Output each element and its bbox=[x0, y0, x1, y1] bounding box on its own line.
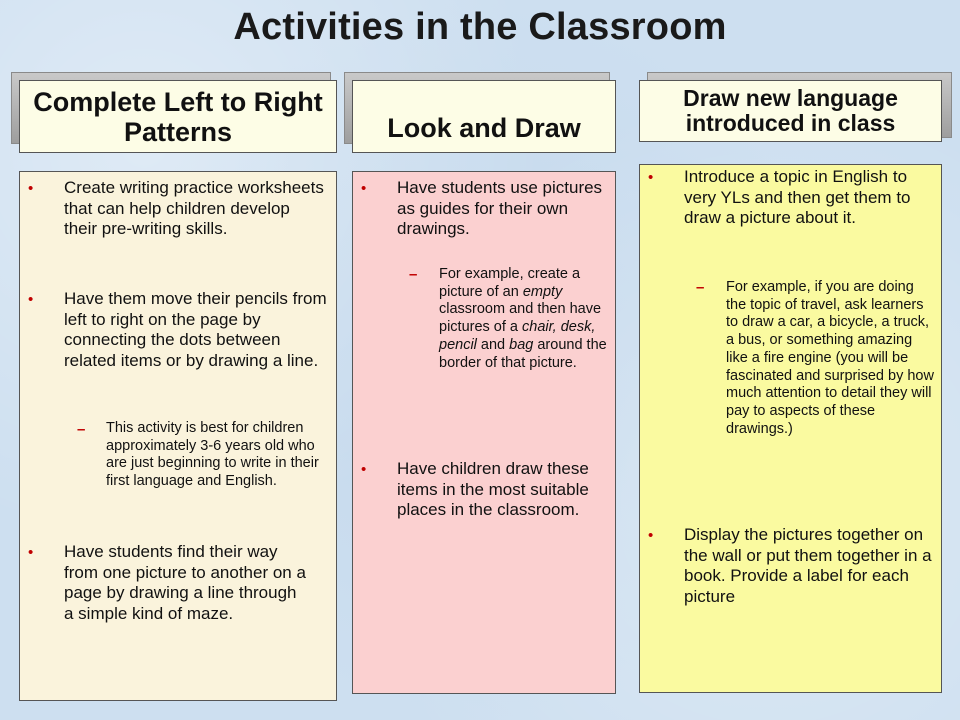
bullet-icon: • bbox=[361, 461, 367, 478]
column-2-bullet-1: Have students use pictures as guides for their own drawings. bbox=[397, 178, 603, 238]
bullet-icon: • bbox=[648, 169, 654, 186]
dash-icon: – bbox=[696, 279, 705, 296]
column-1-header-text: Complete Left to Right Patterns bbox=[33, 86, 323, 147]
column-3-header bbox=[639, 80, 942, 142]
column-1-panel bbox=[19, 171, 337, 701]
column-2-header bbox=[352, 80, 616, 153]
column-3-bullet-1: Introduce a topic in English to very YLs and then get them to draw a picture about it. bbox=[684, 167, 911, 227]
page-title: Activities in the Classroom bbox=[233, 6, 727, 48]
column-3-panel bbox=[639, 164, 942, 693]
bullet-icon: • bbox=[648, 527, 654, 544]
dash-icon: – bbox=[77, 421, 86, 438]
column-1-sub-bullet: This activity is best for children approximately 3-6 years old who are just beginning to write in their first language and English. bbox=[106, 420, 319, 490]
column-2-panel bbox=[352, 171, 616, 694]
column-2-sub-bullet: For example, create a picture of an empty classroom and then have pictures of a chair, desk, pencil and bag around the border of that picture. bbox=[439, 266, 607, 371]
column-1-header bbox=[19, 80, 337, 153]
column-3-header-text: Draw new language introduced in class bbox=[683, 85, 898, 136]
column-1-bullet-1: Create writing practice worksheets that can help children develop their pre-writing skills. bbox=[64, 178, 324, 238]
column-3-bullet-2: Display the pictures together on the wall or put them together in a book. Provide a label for each picture bbox=[684, 525, 932, 606]
bullet-icon: • bbox=[28, 291, 34, 308]
column-3-sub-bullet: For example, if you are doing the topic of travel, ask learners to draw a car, a bicycle, a truck, a bus, or something amazing like a fire engine (you will be fascinated and surprised by how much attention to detail they will pay to aspects of these drawings.) bbox=[726, 279, 934, 437]
bullet-icon: • bbox=[28, 544, 34, 561]
column-1-bullet-3: Have students find their way from one picture to another on a page by drawing a line through a simple kind of maze. bbox=[64, 542, 306, 623]
dash-icon: – bbox=[409, 266, 418, 283]
column-1-bullet-2: Have them move their pencils from left to right on the page by connecting the dots between related items or by drawing a line. bbox=[64, 289, 327, 370]
bullet-icon: • bbox=[28, 180, 34, 197]
bullet-icon: • bbox=[361, 180, 367, 197]
column-2-bullet-2: Have children draw these items in the most suitable places in the classroom. bbox=[397, 459, 589, 519]
column-2-header-text: Look and Draw bbox=[387, 113, 581, 143]
